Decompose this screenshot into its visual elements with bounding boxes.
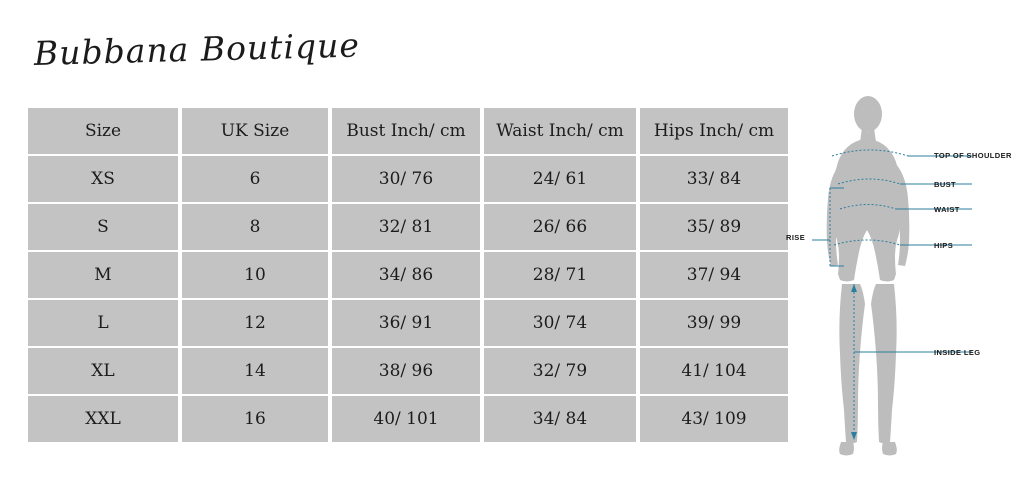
cell-uk-size: 6	[182, 156, 328, 202]
table-row	[28, 396, 788, 442]
cell-hips: 43/ 109	[640, 396, 788, 442]
label-bust: BUST	[934, 180, 957, 189]
table-row	[28, 252, 788, 298]
cell-bust: 32/ 81	[332, 204, 480, 250]
column-header-uk-size: UK Size	[182, 108, 328, 154]
cell-waist: 30/ 74	[484, 300, 636, 346]
cell-hips: 33/ 84	[640, 156, 788, 202]
size-chart-table-wrapper	[24, 106, 776, 444]
female-body-silhouette-icon	[782, 88, 1026, 460]
column-header-bust: Bust Inch/ cm	[332, 108, 480, 154]
measurement-figure	[782, 88, 1026, 460]
cell-hips: 35/ 89	[640, 204, 788, 250]
label-waist: WAIST	[934, 205, 960, 214]
column-header-size: Size	[28, 108, 178, 154]
label-inside-leg: INSIDE LEG	[934, 348, 981, 357]
cell-size: L	[28, 300, 178, 346]
cell-waist: 32/ 79	[484, 348, 636, 394]
label-hips: HIPS	[934, 241, 954, 250]
cell-bust: 38/ 96	[332, 348, 480, 394]
table-row	[28, 348, 788, 394]
label-top-of-shoulder: TOP OF SHOULDER	[934, 151, 1012, 160]
cell-waist: 26/ 66	[484, 204, 636, 250]
cell-hips: 41/ 104	[640, 348, 788, 394]
cell-waist: 28/ 71	[484, 252, 636, 298]
cell-size: XL	[28, 348, 178, 394]
column-header-hips: Hips Inch/ cm	[640, 108, 788, 154]
brand-logo: Bubbana Boutique	[33, 25, 361, 73]
cell-waist: 24/ 61	[484, 156, 636, 202]
cell-size: M	[28, 252, 178, 298]
cell-uk-size: 12	[182, 300, 328, 346]
cell-bust: 34/ 86	[332, 252, 480, 298]
cell-uk-size: 16	[182, 396, 328, 442]
label-rise: RISE	[786, 233, 806, 242]
cell-uk-size: 10	[182, 252, 328, 298]
cell-size: XS	[28, 156, 178, 202]
table-row	[28, 204, 788, 250]
cell-bust: 40/ 101	[332, 396, 480, 442]
cell-bust: 30/ 76	[332, 156, 480, 202]
cell-size: S	[28, 204, 178, 250]
cell-waist: 34/ 84	[484, 396, 636, 442]
cell-uk-size: 8	[182, 204, 328, 250]
table-header-row	[28, 108, 788, 154]
cell-hips: 37/ 94	[640, 252, 788, 298]
table-row	[28, 156, 788, 202]
cell-uk-size: 14	[182, 348, 328, 394]
cell-size: XXL	[28, 396, 178, 442]
cell-hips: 39/ 99	[640, 300, 788, 346]
table-row	[28, 300, 788, 346]
column-header-waist: Waist Inch/ cm	[484, 108, 636, 154]
cell-bust: 36/ 91	[332, 300, 480, 346]
size-chart-table	[24, 106, 792, 444]
